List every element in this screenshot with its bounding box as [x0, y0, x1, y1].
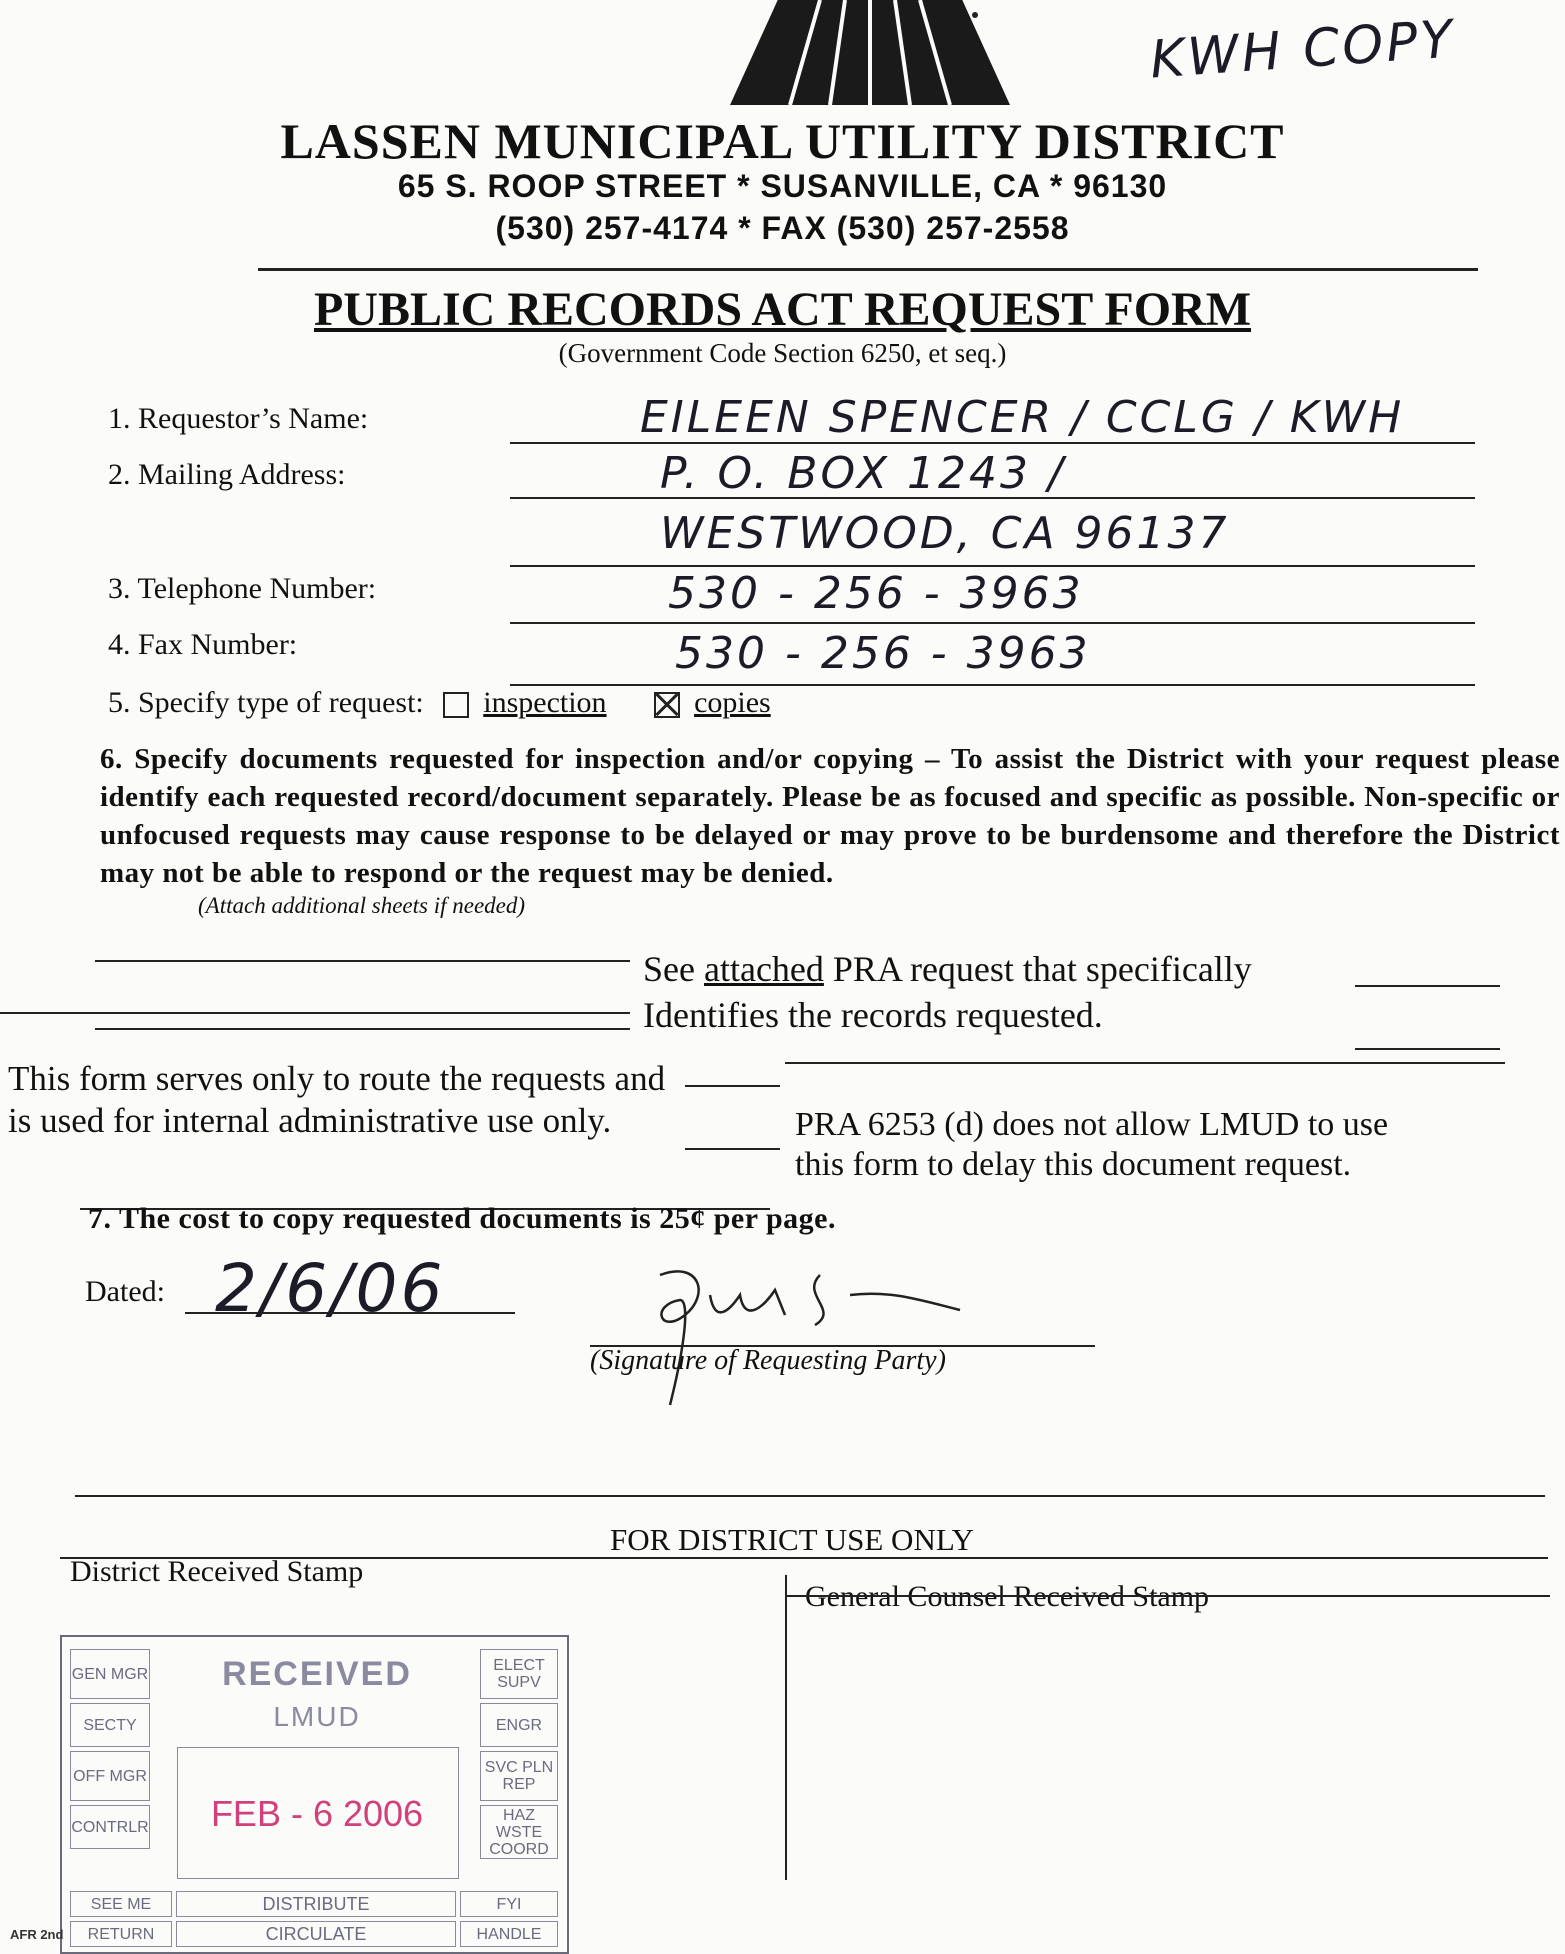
- inspection-option-label: inspection: [483, 686, 607, 719]
- stamp-cell-distribute: DISTRIBUTE: [176, 1891, 456, 1917]
- received-stamp: [10, 1635, 569, 1954]
- request-type-row: [108, 686, 771, 720]
- see-prefix: See: [643, 949, 704, 989]
- requestor-name-value: EILEEN SPENCER / CCLG / KWH: [640, 392, 1405, 443]
- stamp-cell-circulate: CIRCULATE: [176, 1921, 456, 1947]
- documents-line-5: [1355, 1048, 1500, 1050]
- documents-line-4: [1355, 985, 1500, 987]
- stamp-corner-mark: AFR 2nd: [10, 1927, 64, 1942]
- stamp-received: RECEIVED: [222, 1655, 412, 1693]
- route-note: This form serves only to route the requests and is used for internal administrative use only.: [8, 1059, 666, 1140]
- stamp-cell-off-mgr: OFF MGR: [70, 1751, 150, 1801]
- stamp-cell-elect-supv: ELECT SUPV: [480, 1649, 558, 1699]
- stamp-cell-gen-mgr: GEN MGR: [70, 1649, 150, 1699]
- stamp-cell-secty: SECTY: [70, 1703, 150, 1747]
- telephone-value: 530 - 256 - 3963: [668, 568, 1084, 619]
- requestor-signature: [590, 1255, 1110, 1415]
- dated-line: [185, 1312, 515, 1314]
- stamp-divider: [785, 1575, 787, 1880]
- documents-line-3: [95, 1028, 630, 1030]
- pra-note: PRA 6253 (d) does not allow LMUD to use this form to delay this document request.: [795, 1106, 1389, 1183]
- stamp-cell-contrlr: CONTRLR: [70, 1805, 150, 1849]
- attach-sheets-note: (Attach additional sheets if needed): [198, 893, 526, 918]
- copies-checkbox[interactable]: [654, 692, 680, 718]
- stamp-org: LMUD: [273, 1701, 361, 1732]
- telephone-label: 3. Telephone Number:: [108, 572, 377, 605]
- stamp-cell-handle: HANDLE: [460, 1921, 558, 1947]
- mailing-address-line2: [510, 565, 1475, 567]
- route-line-1: [685, 1085, 780, 1087]
- counsel-rule: [785, 1595, 1550, 1597]
- requestor-name-label: 1. Requestor’s Name:: [108, 402, 369, 435]
- fax-label: 4. Fax Number:: [108, 628, 298, 661]
- mailing-address-line1-value: P. O. BOX 1243 /: [660, 448, 1066, 499]
- route-line-2: [685, 1148, 780, 1150]
- district-stamp-label: District Received Stamp: [70, 1555, 364, 1588]
- counsel-stamp-label: General Counsel Received Stamp: [805, 1580, 1210, 1613]
- fax-value: 530 - 256 - 3963: [675, 628, 1091, 679]
- form-title: PUBLIC RECORDS ACT REQUEST FORM: [313, 283, 1252, 336]
- stamp-date: FEB - 6 2006: [210, 1793, 424, 1834]
- header-rule: [258, 268, 1478, 271]
- organization-address: 65 S. ROOP STREET * SUSANVILLE, CA * 96130: [397, 168, 1168, 204]
- requestor-name-line: [510, 442, 1475, 444]
- form-subtitle: (Government Code Section 6250, et seq.): [558, 338, 1007, 368]
- see-rest: PRA request that specifically: [823, 949, 1252, 989]
- mailing-address-label: 2. Mailing Address:: [108, 458, 346, 491]
- stamp-cell-svc-pln-rep: SVC PLN REP: [480, 1751, 558, 1801]
- documents-line-2: [0, 1012, 630, 1014]
- mailing-address-line2-value: WESTWOOD, CA 96137: [660, 508, 1230, 559]
- dated-label: Dated:: [85, 1275, 165, 1308]
- stamp-cell-return: RETURN: [70, 1921, 172, 1947]
- documents-instructions: 6. Specify documents requested for inspection and/or copying – To assist the District with your request please identify each requested record/document separately. Please be as focused and specific as possible. Non-specific or unfocused requests may cause response to be delayed or may prove to be burdensome and therefore the District may not be able to respond or the request may be denied.: [100, 743, 1560, 889]
- organization-name: LASSEN MUNICIPAL UTILITY DISTRICT: [280, 113, 1285, 169]
- identifies-records-line: Identifies the records requested.: [643, 995, 1103, 1035]
- district-use-title: FOR DISTRICT USE ONLY: [610, 1522, 975, 1557]
- inspection-checkbox[interactable]: [443, 692, 469, 718]
- see-attached-line: [643, 948, 1252, 990]
- stamp-cell-engr: ENGR: [480, 1703, 558, 1747]
- stamp-cell-haz-wste: HAZ WSTE COORD: [480, 1805, 558, 1859]
- documents-line-1: [95, 960, 630, 962]
- district-top-rule: [75, 1495, 1545, 1497]
- copies-option-label: copies: [694, 686, 771, 719]
- stamp-cell-see-me: SEE ME: [70, 1891, 172, 1917]
- organization-phone: (530) 257-4174 * FAX (530) 257-2558: [495, 210, 1070, 246]
- see-attached-word: attached: [703, 949, 824, 989]
- signature-label: (Signature of Requesting Party): [590, 1345, 946, 1376]
- telephone-line: [510, 622, 1475, 624]
- stamp-cell-fyi: FYI: [460, 1891, 558, 1917]
- copy-cost-note: 7. The cost to copy requested documents is 25¢ per page.: [88, 1202, 836, 1235]
- district-logo: [720, 0, 1020, 110]
- mailing-address-line1: [510, 497, 1475, 499]
- handwritten-copy-note: KWH COPY: [1148, 9, 1458, 91]
- dated-value: 2/6/06: [215, 1250, 446, 1327]
- request-type-label: 5. Specify type of request:: [108, 686, 424, 719]
- route-line-3: [785, 1062, 1505, 1064]
